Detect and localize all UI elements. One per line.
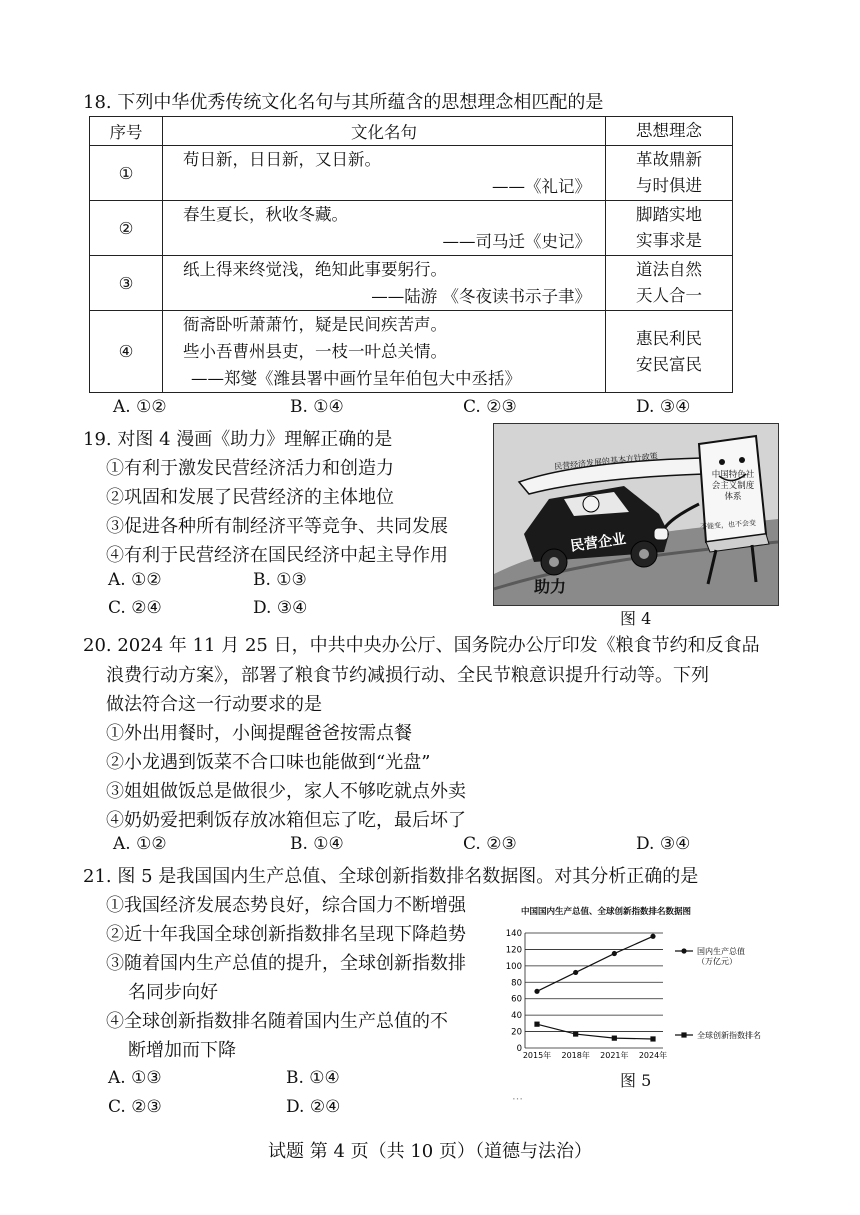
idea-line: 惠民利民 bbox=[636, 328, 702, 348]
q19-item-2: ②巩固和发展了民营经济的主体地位 bbox=[106, 487, 394, 508]
y-tick-label: 140 bbox=[505, 929, 522, 939]
row-num: ② bbox=[90, 201, 163, 256]
y-tick-label: 120 bbox=[505, 945, 522, 956]
y-tick-label: 80 bbox=[511, 978, 522, 989]
idea-line: 脚踏实地 bbox=[636, 205, 702, 224]
data-point bbox=[573, 1031, 578, 1036]
q21-item-3a: ③随着国内生产总值的提升，全球创新指数排 bbox=[106, 953, 466, 974]
stamp-mark: ⋯ bbox=[512, 1092, 523, 1105]
q19-option-c[interactable]: C. ②④ bbox=[108, 598, 162, 618]
quote-line: 苟日新，日日新，又日新。 bbox=[183, 150, 381, 169]
table-row bbox=[90, 146, 733, 201]
q21-option-d[interactable]: D. ②④ bbox=[286, 1097, 341, 1117]
idea-line: 道法自然 bbox=[636, 260, 702, 279]
q21-item-1: ①我国经济发展态势良好，综合国力不断增强 bbox=[106, 895, 466, 916]
quote-source: ——郑燮《潍县署中画竹呈年伯包大中丞括》 bbox=[191, 369, 521, 388]
idea-line: 革故鼎新 bbox=[636, 150, 702, 169]
book-label: 中国特色社会主义制度体系 bbox=[711, 470, 755, 502]
q19-option-a[interactable]: A. ①② bbox=[108, 570, 162, 590]
figure-5-chart bbox=[493, 905, 793, 1065]
table-row bbox=[90, 201, 733, 256]
series-line bbox=[537, 936, 653, 991]
data-point bbox=[534, 989, 539, 994]
th-quote: 文化名句 bbox=[163, 117, 606, 146]
idea-line: 与时俱进 bbox=[636, 176, 702, 195]
figure-5-caption: 图 5 bbox=[620, 1071, 652, 1090]
chart-title: 中国国内生产总值、全球创新指数排名数据图 bbox=[521, 907, 692, 917]
data-point bbox=[650, 1036, 655, 1041]
chart-plot bbox=[493, 923, 793, 1065]
legend-marker bbox=[681, 1032, 686, 1037]
q21-item-4b: 断增加而下降 bbox=[128, 1040, 236, 1061]
x-tick-label: 2021年 bbox=[600, 1051, 629, 1060]
data-point bbox=[650, 934, 655, 939]
y-tick-label: 0 bbox=[516, 1044, 522, 1054]
q19-option-b[interactable]: B. ①③ bbox=[253, 570, 307, 590]
arm-label: 民营经济发展的基本方针政策 bbox=[553, 451, 659, 472]
q20-option-c[interactable]: C. ②③ bbox=[463, 834, 517, 854]
book-sub-label: 不能变，也不会变 bbox=[699, 519, 757, 531]
idea-line: 天人合一 bbox=[636, 286, 702, 305]
th-seq: 序号 bbox=[90, 117, 163, 146]
data-point bbox=[573, 970, 578, 975]
data-point bbox=[612, 1036, 617, 1041]
q20-item-1: ①外出用餐时，小闽提醒爸爸按需点餐 bbox=[106, 723, 412, 744]
table-row bbox=[90, 256, 733, 311]
q20-stem-line-2: 浪费行动方案》，部署了粮食节约减损行动、全民节粮意识提升行动等。下列 bbox=[106, 665, 709, 686]
row-num: ④ bbox=[90, 311, 163, 393]
quote-line: 春生夏长，秋收冬藏。 bbox=[183, 205, 348, 224]
q21-option-a[interactable]: A. ①③ bbox=[108, 1068, 162, 1088]
q18-option-d[interactable]: D. ③④ bbox=[636, 397, 691, 417]
table-row bbox=[90, 311, 733, 393]
legend-label: 国内生产总值 bbox=[697, 947, 745, 956]
q20-option-d[interactable]: D. ③④ bbox=[636, 834, 691, 854]
quote-line: 些小吾曹州县吏，一枝一叶总关情。 bbox=[183, 342, 447, 361]
y-tick-label: 20 bbox=[511, 1027, 522, 1038]
q18-stem: 18. 下列中华优秀传统文化名句与其所蕴含的思想理念相匹配的是 bbox=[83, 92, 604, 113]
q21-item-3b: 名同步向好 bbox=[128, 982, 218, 1003]
q21-item-4a: ④全球创新指数排名随着国内生产总值的不 bbox=[106, 1011, 448, 1032]
q20-stem-line-1: 20. 2024 年 11 月 25 日，中共中央办公厅、国务院办公厅印发《粮食节约和反食品 bbox=[83, 635, 760, 656]
q20-option-a[interactable]: A. ①② bbox=[113, 834, 167, 854]
q20-item-2: ②小龙遇到饭菜不合口味也能做到“光盘” bbox=[106, 752, 431, 773]
car-label: 民营企业 bbox=[569, 531, 627, 555]
legend-marker bbox=[681, 948, 686, 953]
row-num: ① bbox=[90, 146, 163, 201]
idea-line: 实事求是 bbox=[636, 231, 702, 250]
quote-line: 衙斋卧听萧萧竹，疑是民间疾苦声。 bbox=[183, 315, 447, 334]
q19-item-3: ③促进各种所有制经济平等竞争、共同发展 bbox=[106, 516, 448, 537]
data-point bbox=[612, 951, 617, 956]
q18-option-a[interactable]: A. ①② bbox=[113, 397, 167, 417]
q21-item-2: ②近十年我国全球创新指数排名呈现下降趋势 bbox=[106, 924, 466, 945]
legend-label: 全球创新指数排名 bbox=[697, 1031, 761, 1040]
q18-table bbox=[89, 116, 733, 393]
q19-item-4: ④有利于民营经济在国民经济中起主导作用 bbox=[106, 545, 448, 566]
q21-option-c[interactable]: C. ②③ bbox=[108, 1097, 162, 1117]
cartoon-title: 助力 bbox=[534, 577, 567, 596]
quote-source: ——《礼记》 bbox=[492, 177, 591, 196]
q21-option-b[interactable]: B. ①④ bbox=[286, 1068, 340, 1088]
q20-item-3: ③姐姐做饭总是做很少，家人不够吃就点外卖 bbox=[106, 781, 466, 802]
x-tick-label: 2018年 bbox=[561, 1051, 590, 1060]
legend-unit: （万亿元） bbox=[697, 957, 737, 966]
data-point bbox=[534, 1022, 539, 1027]
quote-source: ——司马迁《史记》 bbox=[442, 232, 591, 251]
q20-option-b[interactable]: B. ①④ bbox=[290, 834, 344, 854]
figure-4-caption: 图 4 bbox=[620, 609, 652, 628]
row-num: ③ bbox=[90, 256, 163, 311]
quote-source: ——陆游 《冬夜读书示子聿》 bbox=[371, 287, 591, 306]
q20-stem-line-3: 做法符合这一行动要求的是 bbox=[106, 694, 322, 715]
q19-stem: 19. 对图 4 漫画《助力》理解正确的是 bbox=[83, 429, 393, 450]
q19-item-1: ①有利于激发民营经济活力和创造力 bbox=[106, 458, 394, 479]
figure-4-cartoon bbox=[493, 423, 779, 606]
q20-item-4: ④奶奶爱把剩饭存放冰箱但忘了吃，最后坏了 bbox=[106, 810, 466, 831]
q18-option-b[interactable]: B. ①④ bbox=[290, 397, 344, 417]
q18-option-c[interactable]: C. ②③ bbox=[463, 397, 517, 417]
q19-option-d[interactable]: D. ③④ bbox=[253, 598, 308, 618]
x-tick-label: 2015年 bbox=[522, 1051, 552, 1060]
idea-line: 安民富民 bbox=[636, 354, 702, 374]
y-tick-label: 60 bbox=[511, 994, 522, 1005]
q21-stem: 21. 图 5 是我国国内生产总值、全球创新指数排名数据图。对其分析正确的是 bbox=[83, 866, 699, 887]
y-tick-label: 40 bbox=[511, 1011, 522, 1022]
page-footer: 试题 第 4 页（共 10 页）（道德与法治） bbox=[268, 1141, 592, 1162]
quote-line: 纸上得来终觉浅，绝知此事要躬行。 bbox=[183, 260, 447, 279]
th-idea: 思想理念 bbox=[606, 117, 733, 146]
x-tick-label: 2024年 bbox=[638, 1051, 668, 1060]
y-tick-label: 100 bbox=[505, 961, 522, 972]
